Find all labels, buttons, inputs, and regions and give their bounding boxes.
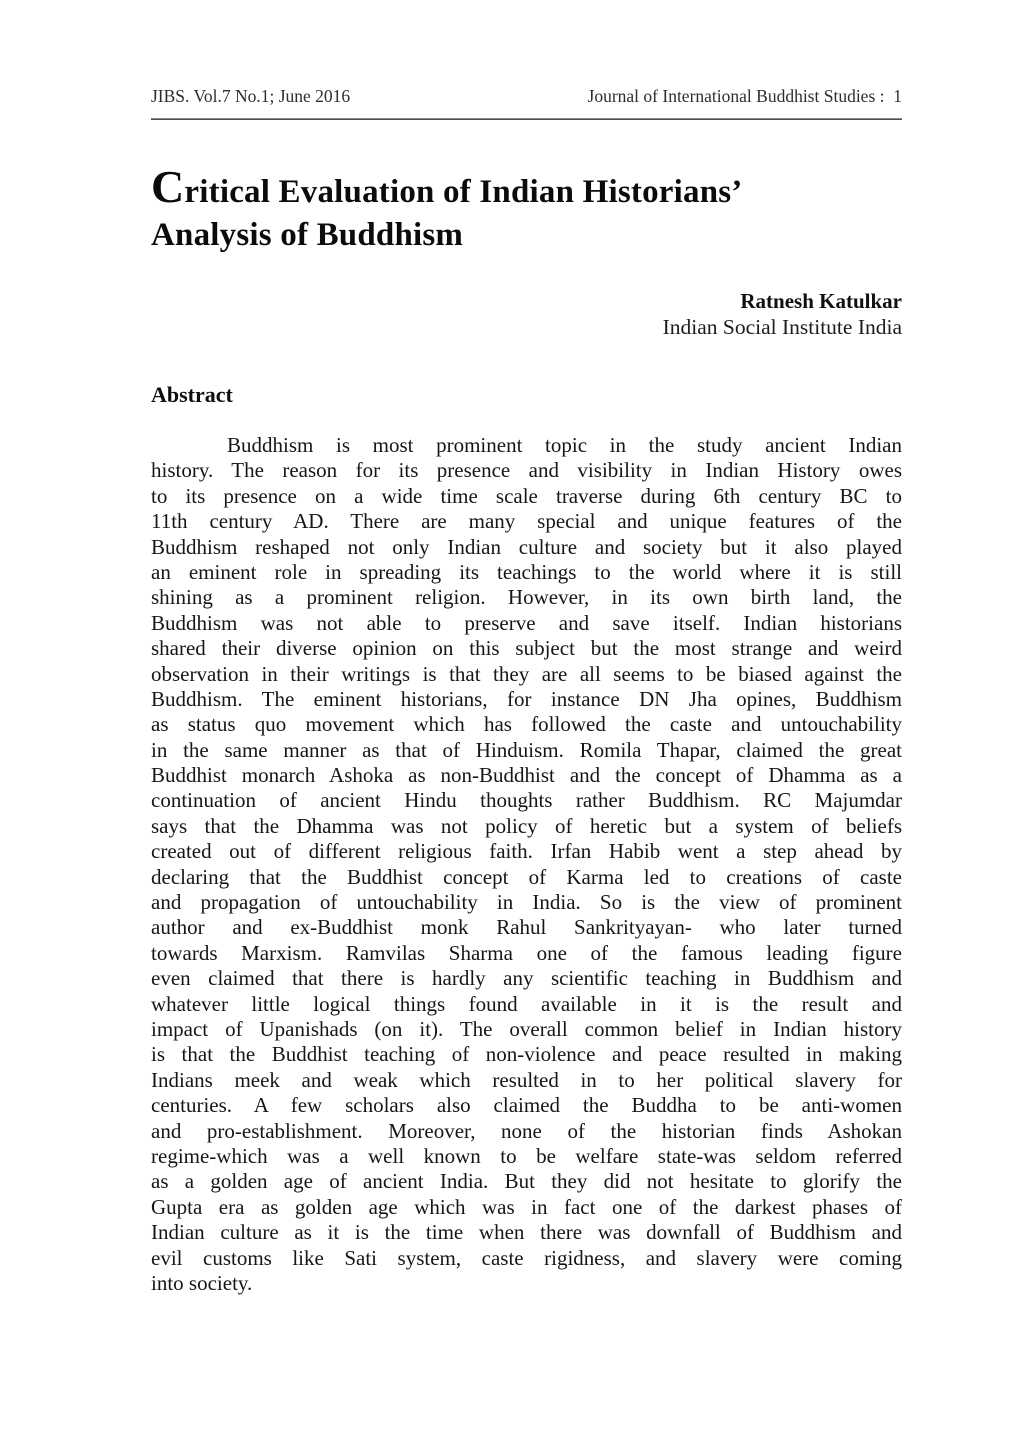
abstract-line: as status quo movement which has followed the caste and untouchability <box>151 712 902 737</box>
abstract-line: Buddhism was not able to preserve and save itself. Indian historians <box>151 610 902 635</box>
article-title <box>151 161 902 257</box>
abstract-line: author and ex-Buddhist monk Rahul Sankrityayan- who later turned <box>151 915 902 940</box>
abstract-line: Buddhist monarch Ashoka as non-Buddhist and the concept of Dhamma as a <box>151 763 902 788</box>
journal-title-page-number: Journal of International Buddhist Studies : 1 <box>587 86 902 106</box>
abstract-line: history. The reason for its presence and visibility in Indian History owes <box>151 458 902 483</box>
abstract-line: is that the Buddhist teaching of non-violence and peace resulted in making <box>151 1042 902 1067</box>
abstract-line: continuation of ancient Hindu thoughts rather Buddhism. RC Majumdar <box>151 788 902 813</box>
abstract-line: and propagation of untouchability in India. So is the view of prominent <box>151 890 902 915</box>
abstract-line: towards Marxism. Ramvilas Sharma one of the famous leading figure <box>151 940 902 965</box>
abstract-line: shining as a prominent religion. However, in its own birth land, the <box>151 585 902 610</box>
abstract-line: and pro-establishment. Moreover, none of the historian finds Ashokan <box>151 1118 902 1143</box>
abstract-line: whatever little logical things found available in it is the result and <box>151 991 902 1016</box>
abstract-line: says that the Dhamma was not policy of heretic but a system of beliefs <box>151 813 902 838</box>
author-name: Ratnesh Katulkar <box>740 289 902 313</box>
abstract-line: Buddhism. The eminent historians, for instance DN Jha opines, Buddhism <box>151 686 902 711</box>
abstract-line: to its presence on a wide time scale traverse during 6th century BC to <box>151 483 902 508</box>
abstract-line: even claimed that there is hardly any scientific teaching in Buddhism and <box>151 966 902 991</box>
abstract-body <box>151 433 902 1296</box>
abstract-heading: Abstract <box>151 382 233 407</box>
author-block <box>151 288 902 340</box>
abstract-line: impact of Upanishads (on it). The overall common belief in Indian history <box>151 1016 902 1041</box>
abstract-line: Indians meek and weak which resulted in to her political slavery for <box>151 1067 902 1092</box>
article-title-line1 <box>151 161 902 214</box>
abstract-line: Gupta era as golden age which was in fact one of the darkest phases of <box>151 1194 902 1219</box>
abstract-line: shared their diverse opinion on this subject but the most strange and weird <box>151 636 902 661</box>
author-affiliation: Indian Social Institute India <box>662 315 902 339</box>
abstract-line: an eminent role in spreading its teachings to the world where it is still <box>151 559 902 584</box>
abstract-line: regime-which was a well known to be welfare state-was seldom referred <box>151 1143 902 1168</box>
journal-volume-info: JIBS. Vol.7 No.1; June 2016 <box>151 86 351 106</box>
abstract-line: into society. <box>151 1270 253 1295</box>
abstract-line: declaring that the Buddhist concept of Karma led to creations of caste <box>151 864 902 889</box>
abstract-line: 11th century AD. There are many special and unique features of the <box>151 509 902 534</box>
abstract-line: observation in their writings is that they are all seems to be biased against the <box>151 661 902 686</box>
abstract-line: Buddhism is most prominent topic in the study ancient Indian <box>227 433 902 457</box>
title-initial-cap: C <box>151 161 185 212</box>
article-title-line2: Analysis of Buddhism <box>151 217 464 253</box>
abstract-line: centuries. A few scholars also claimed the Buddha to be anti-women <box>151 1093 902 1118</box>
abstract-line: created out of different religious faith. Irfan Habib went a step ahead by <box>151 839 902 864</box>
abstract-line: in the same manner as that of Hinduism. Romila Thapar, claimed the great <box>151 737 902 762</box>
page-header <box>151 86 902 106</box>
abstract-line: evil customs like Sati system, caste rigidness, and slavery were coming <box>151 1245 902 1270</box>
title-line1-text: ritical Evaluation of Indian Historians’ <box>184 174 743 210</box>
abstract-line: Buddhism reshaped not only Indian culture and society but it also played <box>151 534 902 559</box>
abstract-line: Indian culture as it is the time when there was downfall of Buddhism and <box>151 1220 902 1245</box>
abstract-line: as a golden age of ancient India. But they did not hesitate to glorify the <box>151 1169 902 1194</box>
header-rule <box>151 118 902 120</box>
